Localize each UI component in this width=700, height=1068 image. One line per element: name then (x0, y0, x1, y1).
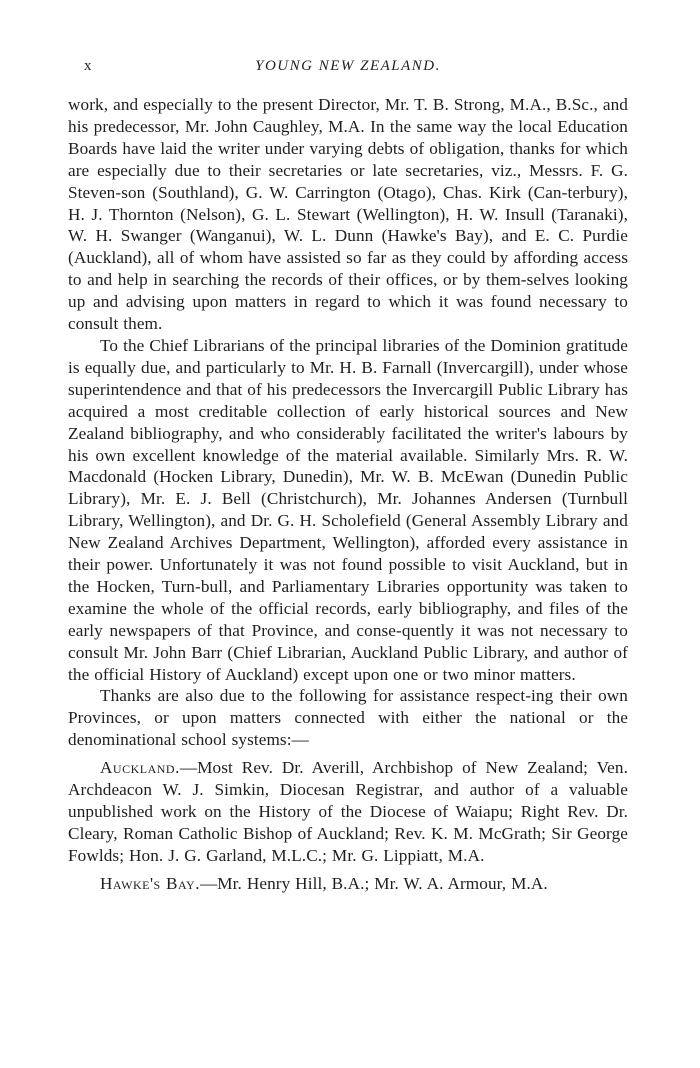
entry-text: —Mr. Henry Hill, B.A.; Mr. W. A. Armour, M.A. (200, 873, 548, 893)
entry-hawkes-bay (68, 873, 628, 895)
paragraph-acknowledgements-provinces: Thanks are also due to the following for assistance respect-ing their own Provinces, or upon matters connected with either the national or the denominational school systems:— (68, 686, 628, 750)
entry-heading: Hawke's Bay. (100, 873, 200, 893)
entry-auckland (68, 757, 628, 867)
page-number: x (84, 58, 93, 74)
page-header (68, 58, 628, 84)
paragraph-acknowledgements-libraries: To the Chief Librarians of the principal libraries of the Dominion gratitude is equally due, and particularly to Mr. H. B. Farnall (Invercargill), under whose superintendence and that of his predecessors the Invercargill Public Library has acquired a most creditable collection of early historical sources and New Zealand bibliography, and who considerably facilitated the writer's labours by his own excellent knowledge of the material available. Similarly Mrs. R. W. Macdonald (Hocken Library, Dunedin), Mr. W. B. McEwan (Dunedin Public Library), Mr. E. J. Bell (Christchurch), Mr. Johannes Andersen (Turnbull Library, Wellington), and Dr. G. H. Scholefield (General Assembly Library and New Zealand Archives Department, Wellington), afforded every assistance in their power. Unfortunately it was not found possible to visit Auckland, but in the Hocken, Turn-bull, and Parliamentary Libraries opportunity was taken to examine the whole of the official records, early bibliography, and files of the early newspapers of that Province, and conse-quently it was not necessary to consult Mr. John Barr (Chief Librarian, Auckland Public Library, and author of the official History of Auckland) except upon one or two minor matters. (68, 335, 628, 684)
entry-heading: Auckland. (100, 758, 180, 778)
running-head: YOUNG NEW ZEALAND. (255, 58, 441, 74)
entry-text: —Most Rev. Dr. Averill, Archbishop of New Zealand; Ven. Archdeacon W. J. Simkin, Diocesan Registrar, and author of a valuable unpublished work on the History of the Diocese of Waiapu; Right Rev. Dr. Cleary, Roman Catholic Bishop of Auckland; Rev. K. M. McGrath; Sir George Fowlds; Hon. J. G. Garland, M.L.C.; Mr. G. Lippiatt, M.A. (68, 758, 628, 865)
paragraph-acknowledgements-education: work, and especially to the present Director, Mr. T. B. Strong, M.A., B.Sc., and his predecessor, Mr. John Caughley, M.A. In the same way the local Education Boards have laid the writer under varying debts of obligation, thanks for which are especially due to their secretaries or late secretaries, viz., Messrs. F. G. Steven-son (Southland), G. W. Carrington (Otago), Chas. Kirk (Can-terbury), H. J. Thornton (Nelson), G. L. Stewart (Wellington), H. W. Insull (Taranaki), W. H. Swanger (Wanganui), W. L. Dunn (Hawke's Bay), and E. C. Purdie (Auckland), all of whom have assisted so far as they could by affording access to and help in searching the records of their offices, or by them-selves looking up and advising upon matters in regard to which it was found necessary to consult them. (68, 95, 628, 334)
book-page (68, 58, 628, 895)
